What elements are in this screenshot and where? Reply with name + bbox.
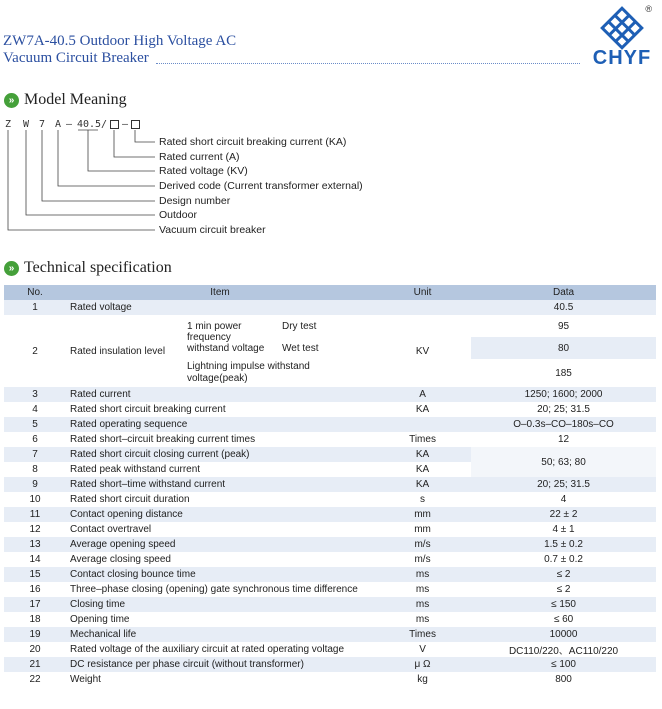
cell-no: 5 [4, 417, 66, 432]
cell-data: 12 [471, 432, 656, 447]
cell-unit: Times [374, 432, 471, 447]
cell-item: Opening time [66, 612, 374, 627]
table-row [4, 402, 656, 417]
cell-no: 21 [4, 657, 66, 672]
cell-no: 12 [4, 522, 66, 537]
table-header-row [4, 285, 656, 300]
cell-no: 10 [4, 492, 66, 507]
cell-unit: KA [374, 447, 471, 462]
cell-no: 1 [4, 300, 66, 315]
table-row [4, 387, 656, 402]
cell-data-merged: 50; 63; 80 [471, 447, 656, 477]
cell-data: 10000 [471, 627, 656, 642]
cell-no: 7 [4, 447, 66, 462]
cell-lightning-impulse: Lightning impulse withstand voltage(peak) [183, 359, 374, 387]
table-row [4, 582, 656, 597]
tech-spec-heading [4, 259, 172, 277]
cell-item: Rated insulation level [66, 315, 183, 387]
cell-data: 20; 25; 31.5 [471, 477, 656, 492]
cell-item: Rated short–time withstand current [66, 477, 374, 492]
cell-unit: kg [374, 672, 471, 687]
cell-data-dry: 95 [471, 315, 656, 337]
model-label-derived-code: Derived code (Current transformer external) [159, 180, 363, 192]
cell-data: 40.5 [471, 300, 656, 315]
table-row [4, 672, 656, 687]
cell-data: DC110/220、AC110/220 [471, 642, 656, 657]
table-row [4, 477, 656, 492]
title-line-2: Vacuum Circuit Breaker [3, 50, 149, 66]
cell-item: Mechanical life [66, 627, 374, 642]
cell-no: 6 [4, 432, 66, 447]
cell-item: Three–phase closing (opening) gate synchronous time difference [66, 582, 374, 597]
model-label-rated-voltage: Rated voltage (KV) [159, 165, 248, 177]
cell-item: Rated operating sequence [66, 417, 374, 432]
table-row [4, 552, 656, 567]
table-row [4, 432, 656, 447]
cell-unit: KA [374, 477, 471, 492]
cell-data-lightning: 185 [471, 359, 656, 387]
table-row [4, 522, 656, 537]
model-label-outdoor: Outdoor [159, 209, 197, 221]
cell-unit: ms [374, 597, 471, 612]
cell-data: 1250; 1600; 2000 [471, 387, 656, 402]
cell-unit: KA [374, 402, 471, 417]
cell-unit [374, 417, 471, 432]
cell-data: 1.5 ± 0.2 [471, 537, 656, 552]
cell-item: Rated peak withstand current [66, 462, 374, 477]
code-slash: / [101, 119, 108, 130]
cell-unit [374, 300, 471, 315]
model-meaning-title: Model Meaning [24, 91, 127, 108]
table-row [4, 612, 656, 627]
cell-data: 4 [471, 492, 656, 507]
cell-no: 18 [4, 612, 66, 627]
cell-no: 3 [4, 387, 66, 402]
cell-unit: KV [374, 315, 471, 387]
code-dash-2: – [122, 119, 129, 130]
cell-item: Contact closing bounce time [66, 567, 374, 582]
table-row [4, 507, 656, 522]
logo-text: CHYF [592, 47, 652, 69]
cell-item: Rated short circuit breaking current [66, 402, 374, 417]
cell-item: Contact overtravel [66, 522, 374, 537]
cell-item: Rated voltage [66, 300, 374, 315]
cell-no: 4 [4, 402, 66, 417]
cell-unit: m/s [374, 552, 471, 567]
cell-unit: ms [374, 567, 471, 582]
cell-unit: m/s [374, 537, 471, 552]
cell-item: Average opening speed [66, 537, 374, 552]
cell-data: 20; 25; 31.5 [471, 402, 656, 417]
table-row [4, 417, 656, 432]
code-dash-1: – [66, 119, 73, 130]
code-a: A [55, 119, 62, 130]
cell-unit: A [374, 387, 471, 402]
cell-no: 9 [4, 477, 66, 492]
cell-wet-test: Wet test [278, 337, 374, 359]
cell-unit: mm [374, 522, 471, 537]
code-voltage: 40.5 [77, 119, 102, 130]
cell-data: ≤ 2 [471, 567, 656, 582]
cell-unit: KA [374, 462, 471, 477]
cell-data: ≤ 2 [471, 582, 656, 597]
col-header-data: Data [471, 285, 656, 300]
cell-unit: Times [374, 627, 471, 642]
model-label-design-number: Design number [159, 195, 231, 207]
table-row [4, 537, 656, 552]
table-row [4, 567, 656, 582]
cell-item: Average closing speed [66, 552, 374, 567]
double-chevron-icon: » [4, 261, 19, 276]
model-label-rated-current: Rated current (A) [159, 151, 240, 163]
cell-no: 2 [4, 315, 66, 387]
title-line-1: ZW7A-40.5 Outdoor High Voltage AC [3, 33, 237, 49]
table-row [4, 315, 656, 337]
cell-unit: V [374, 642, 471, 657]
cell-no: 16 [4, 582, 66, 597]
cell-unit: mm [374, 507, 471, 522]
cell-unit: ms [374, 612, 471, 627]
registered-mark: ® [645, 4, 652, 14]
table-row [4, 300, 656, 315]
cell-no: 11 [4, 507, 66, 522]
cell-item: Weight [66, 672, 374, 687]
cell-item: Rated short circuit duration [66, 492, 374, 507]
code-w: W [23, 119, 30, 130]
cell-item: Closing time [66, 597, 374, 612]
table-row [4, 657, 656, 672]
double-chevron-icon: » [4, 93, 19, 108]
cell-freq-withstand: 1 min power frequency withstand voltage [183, 315, 278, 359]
cell-item: Rated short–circuit breaking current times [66, 432, 374, 447]
tech-spec-title: Technical specification [24, 259, 172, 276]
col-header-unit: Unit [374, 285, 471, 300]
model-meaning-leader-lines [0, 0, 662, 240]
col-header-no: No. [4, 285, 66, 300]
cell-unit: μ Ω [374, 657, 471, 672]
cell-unit: s [374, 492, 471, 507]
table-row [4, 597, 656, 612]
cell-data: 22 ± 2 [471, 507, 656, 522]
cell-no: 14 [4, 552, 66, 567]
cell-data: ≤ 150 [471, 597, 656, 612]
cell-data: 0.7 ± 0.2 [471, 552, 656, 567]
spec-table [4, 285, 656, 687]
cell-no: 8 [4, 462, 66, 477]
code-z: Z [5, 119, 12, 130]
table-row [4, 492, 656, 507]
cell-data: ≤ 60 [471, 612, 656, 627]
table-row [4, 627, 656, 642]
cell-item: Contact opening distance [66, 507, 374, 522]
cell-item: Rated short circuit closing current (peak) [66, 447, 374, 462]
cell-item: DC resistance per phase circuit (without transformer) [66, 657, 374, 672]
cell-no: 17 [4, 597, 66, 612]
model-label-breaking-current: Rated short circuit breaking current (KA) [159, 136, 347, 148]
cell-item: Rated current [66, 387, 374, 402]
cell-no: 13 [4, 537, 66, 552]
code-7: 7 [39, 119, 46, 130]
col-header-item: Item [66, 285, 374, 300]
cell-item: Rated voltage of the auxiliary circuit at rated operating voltage [66, 642, 374, 657]
table-row [4, 642, 656, 657]
cell-dry-test: Dry test [278, 315, 374, 337]
cell-no: 19 [4, 627, 66, 642]
cell-data: 4 ± 1 [471, 522, 656, 537]
cell-data: ≤ 100 [471, 657, 656, 672]
model-label-vacuum: Vacuum circuit breaker [159, 224, 266, 236]
cell-data: 800 [471, 672, 656, 687]
cell-no: 22 [4, 672, 66, 687]
cell-no: 20 [4, 642, 66, 657]
cell-unit: ms [374, 582, 471, 597]
cell-data-wet: 80 [471, 337, 656, 359]
table-row [4, 447, 656, 462]
cell-no: 15 [4, 567, 66, 582]
cell-data: O–0.3s–CO–180s–CO [471, 417, 656, 432]
